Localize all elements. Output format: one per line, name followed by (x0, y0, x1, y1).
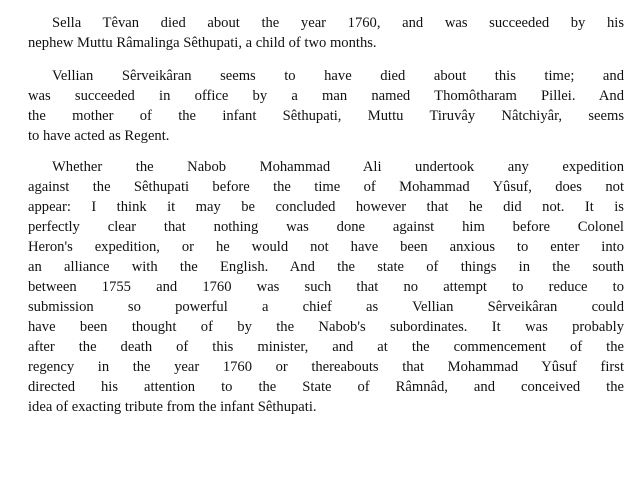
text-line: the mother of the infant Sêthupati, Muttu Tiruvây Nâtchiyâr, seems (28, 108, 624, 124)
paragraph-3 (28, 157, 624, 417)
text-line: was succeeded in office by a man named Thomôtharam Pillei. And (28, 88, 624, 104)
text-line: regency in the year 1760 or thereabouts that Mohammad Yûsuf first (28, 359, 624, 375)
text-line: nephew Muttu Râmalinga Sêthupati, a child of two months. (28, 35, 377, 51)
text-line: have been thought of by the Nabob's subordinates. It was probably (28, 319, 624, 335)
text-line: perfectly clear that nothing was done against him before Colonel (28, 219, 624, 235)
text-line: directed his attention to the State of Râmnâd, and conceived the (28, 379, 624, 395)
text-line: Vellian Sêrveikâran seems to have died about this time; and (52, 68, 624, 84)
paragraph-1 (28, 13, 624, 53)
text-line: against the Sêthupati before the time of Mohammad Yûsuf, does not (28, 179, 624, 195)
text-line: submission so powerful a chief as Vellian Sêrveikâran could (28, 299, 624, 315)
text-line: Sella Têvan died about the year 1760, and was succeeded by his (52, 15, 624, 31)
paragraph-2 (28, 66, 624, 146)
text-line: after the death of this minister, and at the commencement of the (28, 339, 624, 355)
text-line: an alliance with the English. And the state of things in the south (28, 259, 624, 275)
text-line: appear: I think it may be concluded however that he did not. It is (28, 199, 624, 215)
text-line: Whether the Nabob Mohammad Ali undertook any expedition (52, 159, 624, 175)
text-line: between 1755 and 1760 was such that no attempt to reduce to (28, 279, 624, 295)
text-line: idea of exacting tribute from the infant Sêthupati. (28, 399, 317, 415)
text-line: to have acted as Regent. (28, 128, 170, 144)
text-line: Heron's expedition, or he would not have been anxious to enter into (28, 239, 624, 255)
